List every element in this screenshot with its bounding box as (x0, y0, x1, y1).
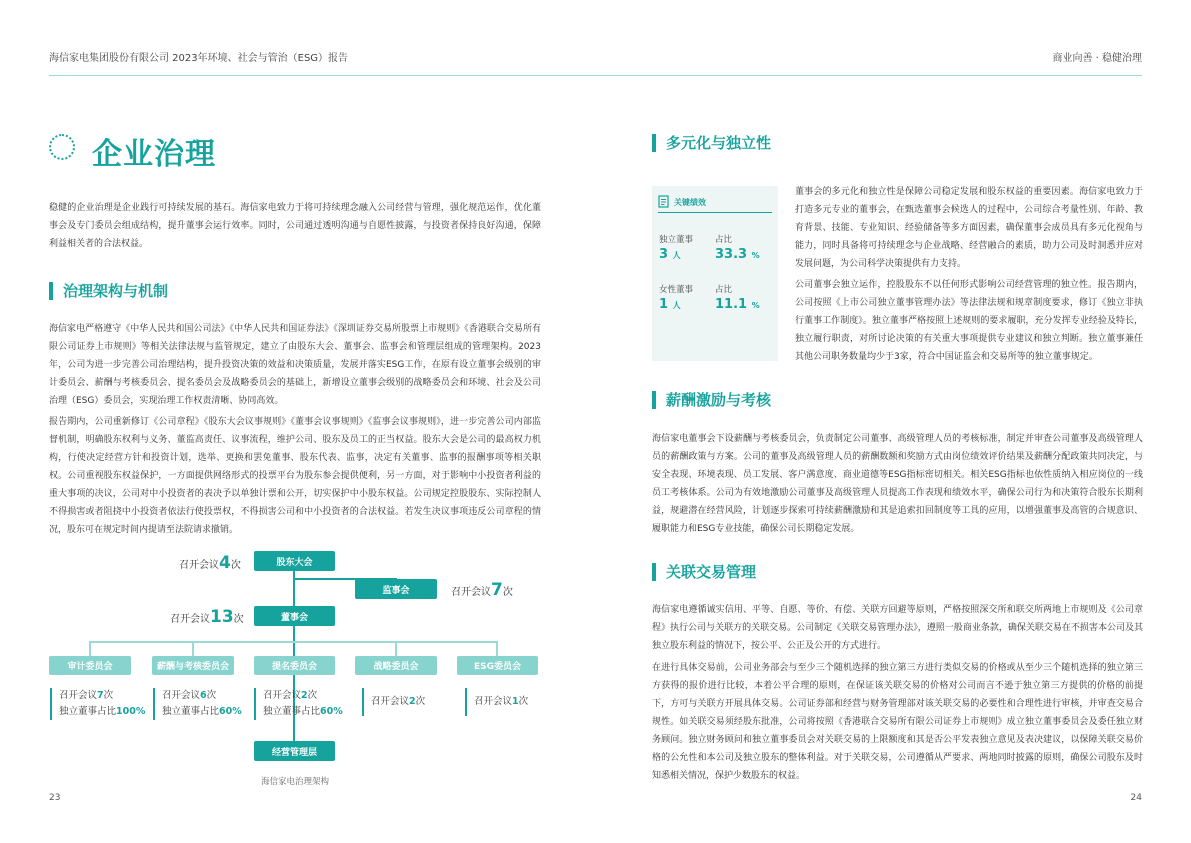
page-number-left: 23 (49, 793, 61, 803)
committee-audit: 审计委员会 (49, 656, 131, 675)
committee-note-strategy: 召开会议2次 (362, 688, 425, 716)
org-committee-drop-1 (89, 641, 91, 657)
kpi-title: 关键绩效 (674, 198, 706, 207)
kpi-independent-ratio-label: 占比 (715, 235, 733, 245)
org-committee-drop-5 (496, 641, 498, 657)
section-heading-compensation: 薪酬激励与考核 (652, 391, 771, 409)
page-title: 企业治理 (92, 137, 216, 172)
kpi-independent-value: 3 人 (659, 247, 681, 262)
kpi-card (652, 186, 778, 361)
org-node-supervisory: 监事会 (355, 579, 437, 599)
kpi-female-ratio-label: 占比 (715, 285, 733, 295)
committee-note-audit: 召开会议7次 独立董事占比100% (50, 688, 145, 720)
committee-note-nomination: 召开会议2次 独立董事占比60% (254, 688, 343, 720)
committee-compensation: 薪酬与考核委员会 (152, 656, 234, 675)
governance-paragraph-2: 报告期内，公司重新修订《公司章程》《股东大会议事规则》《董事会议事规则》《监事会议事规则》，进一步完善公司内部监督机制，明确股东权利与义务、董监高责任、议事流程，维护公司、股东及员工的正当权益。股东大会是公司的最高权力机构，行使决定经营方针和投资计划，选举、更换和罢免董事、股东代表、监事，决定有关董事、监事的报酬事项等相关职权。公司重视股东权益保护，一方面提供网络形式的投票平台为股东参会提供便利，另一方面，对于影响中小投资者利益的重大事项的决议，公司对中小投资者的表决予以单独计票和公开，切实保护中小股东权益。公司规定控股股东、实际控制人不得损害或者阻挠中小投资者依法行使投票权，不得损害公司和中小投资者的合法权益。若发生决议事项违反公司章程的情况，股东可在规定时间内提请至法院请求撤销。 (49, 417, 541, 535)
kpi-female-value: 1 人 (659, 297, 681, 312)
diversity-paragraph-2: 公司董事会独立运作，控股股东不以任何形式影响公司经营管理的独立性。报告期内，公司按照《上市公司独立董事管理办法》等法律法规和规章制度要求，修订《独立非执行董事工作制度》。独立董事严格按照上述规则的要求履职，充分发挥专业经验及特长，独立履行职责，对所讨论决策的有关重大事项提供专业建议和独立判断。独立董事兼任其他公司职务数量均少于3家，符合中国证监会和交易所等的独立董事规定。 (795, 280, 1143, 362)
org-node-management: 经营管理层 (254, 741, 335, 761)
committee-esg: ESG委员会 (457, 656, 538, 675)
related-paragraph-1: 海信家电遵循诚实信用、平等、自愿、等价、有偿、关联方回避等原则，严格按照深交所和联交所两地上市规则及《公司章程》执行公司与关联方的关联交易。公司制定《关联交易管理办法》，遵照一般商业条款，确保关联交易在不损害本公司及其独立股东利益的情况下，按公平、公正及公开的方式进行。 (652, 605, 1143, 651)
kpi-independent-label: 独立董事 (659, 235, 694, 245)
committee-strategy: 战略委员会 (355, 656, 437, 675)
kpi-female-ratio-value: 11.1 % (715, 297, 760, 312)
intro-paragraph: 稳健的企业治理是企业践行可持续发展的基石。海信家电致力于将可持续理念融入公司经营与管理，强化规范运作，优化董事会及专门委员会组成结构，提升董事会运行效率。同时，公司通过透明沟通与自愿性披露，与投资者保持良好沟通，保障利益相关者的合法权益。 (49, 203, 541, 249)
section-heading-governance: 治理架构与机制 (49, 282, 168, 300)
committee-nomination: 提名委员会 (254, 656, 335, 675)
org-node-board: 董事会 (254, 606, 335, 626)
diversity-paragraph-1: 董事会的多元化和独立性是保障公司稳定发展和股东权益的重要因素。海信家电致力于打造多元专业的董事会，在甄选董事会候选人的过程中，公司综合考量性别、年龄、教育背景、技能、专业知识、经验储备等多方面因素，确保董事会成员具有多元化视角与能力，同时具备将可持续理念与企业战略、经营融合的素质，助力公司及时洞悉并应对发展问题，为公司科学决策提供有力支持。 (795, 187, 1143, 269)
section-header-label: 商业向善 · 稳健治理 (1052, 53, 1142, 64)
section-heading-diversity: 多元化与独立性 (652, 134, 771, 152)
board-meeting-count: 召开会议13次 (170, 607, 244, 627)
document-icon (658, 195, 669, 208)
org-node-shareholders: 股东大会 (254, 551, 335, 571)
org-chart-caption: 海信家电治理架构 (260, 777, 329, 787)
kpi-independent-ratio-value: 33.3 % (715, 247, 760, 262)
org-committee-bus (89, 641, 498, 643)
committee-note-compensation: 召开会议6次 独立董事占比60% (153, 688, 242, 720)
supervisory-meeting-count: 召开会议7次 (451, 580, 513, 600)
compensation-paragraph: 海信家电董事会下设薪酬与考核委员会，负责制定公司董事、高级管理人员的考核标准，制定并审查公司董事及高级管理人员的薪酬政策与方案。公司的董事及高级管理人员的薪酬数额和奖励方式由岗位绩效评价结果及薪酬分配政策共同决定，与安全表现、环境表现、员工发展、客户满意度、商业道德等ESG指标密切相关。相关ESG指标也依性质纳入相应岗位的一线员工考核体系。公司为有效地激励公司董事及高级管理人员提高工作表现和绩效水平，确保公司行为和决策符合股东长期利益，规避潜在经营风险，计划逐步探索可持续薪酬激励和其是追索扣回制度等工具的应用，以增强董事及高管的合规意识、履职能力和ESG专业技能，确保公司长期稳定发展。 (652, 434, 1143, 534)
header-divider (49, 75, 1142, 76)
shareholders-meeting-count: 召开会议4次 (179, 553, 241, 573)
section-heading-related-transactions: 关联交易管理 (652, 563, 756, 581)
org-committee-drop-2 (192, 641, 194, 657)
related-paragraph-2: 在进行具体交易前，公司业务部会与至少三个随机选择的独立第三方进行类似交易的价格或从至少三个随机选择的独立第三方获得的报价进行比较，本着公平合理的原则，在保证该关联交易的价格对公司而言不逊于独立第三方提供的价格的前提下，方可与关联方开展具体交易。公司证券部和经营与财务管理部对该关联交易的必要性和合理性进行审核，并审查交易合规性。如关联交易须经股东批准，公司将按照《香港联合交易所有限公司证券上市规则》成立独立董事委员会及委任独立财务顾问。独立财务顾问和独立董事委员会对关联交易的上限额度和其是否公平发表独立意见及表决建议，以保障关联交易价格的公允性和本公司及独立股东的整体利益。对于关联交易，公司遵循从严要求、两地同时披露的原则，确保公司股东及时知悉相关情况，保护少数股东的权益。 (652, 663, 1143, 781)
kpi-divider (658, 212, 772, 213)
report-header-title: 海信家电集团股份有限公司 2023年环境、社会与管治（ESG）报告 (49, 53, 349, 64)
page-number-right: 24 (1130, 793, 1142, 803)
title-ring-icon (49, 134, 75, 160)
governance-paragraph-1: 海信家电严格遵守《中华人民共和国公司法》《中华人民共和国证券法》《深圳证券交易所股票上市规则》《香港联合交易所有限公司证券上市规则》等相关法律法规与监管规定，建立了由股东大会、董事会、监事会和管理层组成的管理架构。2023年，公司为进一步完善公司治理结构，提升投资决策的效益和决策质量，发展并落实ESG工作，在原有设立董事会级别的审计委员会、薪酬与考核委员会、提名委员会及战略委员会的基础上，新增设立董事会级别的战略委员会和环境、社会及公司治理（ESG）委员会，实现治理工作权责清晰、协同高效。 (49, 324, 541, 406)
kpi-female-label: 女性董事 (659, 285, 694, 295)
org-committee-drop-4 (395, 641, 397, 657)
committee-note-esg: 召开会议1次 (465, 688, 528, 716)
